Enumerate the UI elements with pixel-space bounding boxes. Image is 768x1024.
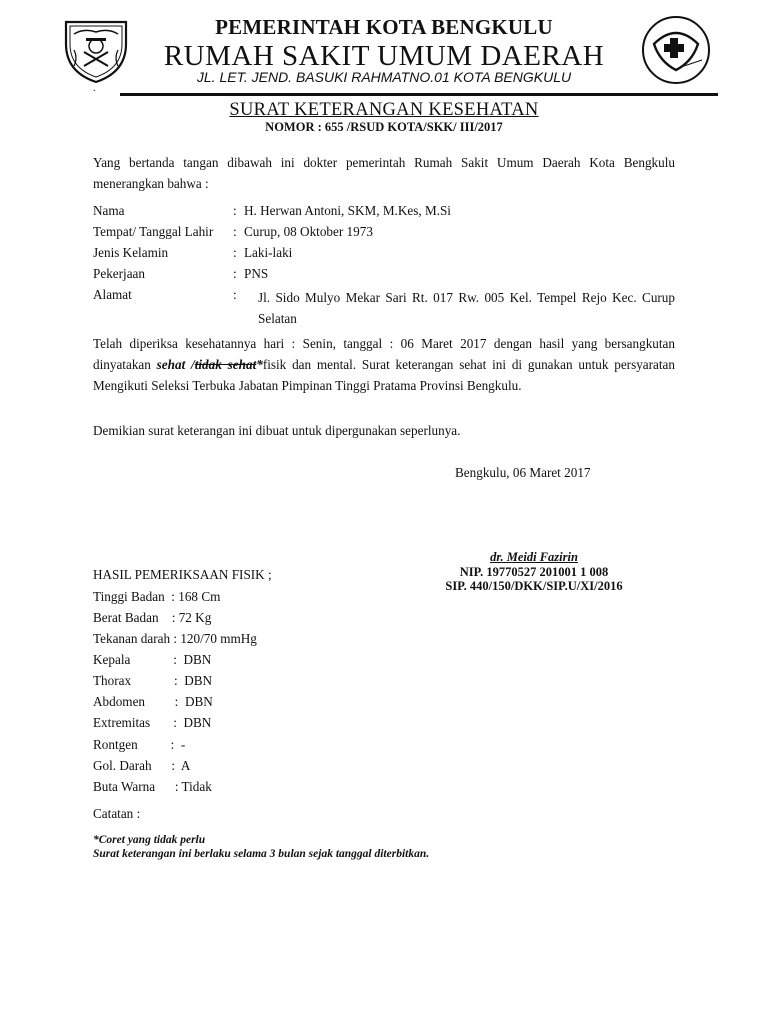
header-divider	[120, 93, 718, 96]
field-label: Jenis Kelamin	[93, 245, 169, 260]
physical-heading: HASIL PEMERIKSAAN FISIK ;	[93, 567, 272, 582]
physical-line: Extremitas : DBN	[93, 715, 212, 730]
doctor-name: dr. Meidi Fazirin	[490, 550, 578, 564]
physical-line: Buta Warna : Tidak	[93, 779, 212, 794]
catatan-label: Catatan :	[93, 806, 141, 821]
field-value: Laki-laki	[244, 245, 293, 260]
physical-line: Abdomen : DBN	[93, 694, 213, 709]
physical-line: Thorax : DBN	[93, 673, 213, 688]
header-government: PEMERINTAH KOTA BENGKULU	[215, 15, 553, 39]
field-label: Tempat/ Tanggal Lahir	[93, 224, 214, 239]
closing-paragraph: Demikian surat keterangan ini dibuat untuk dipergunakan seperlunya.	[93, 423, 461, 438]
field-value: H. Herwan Antoni, SKM, M.Kes, M.Si	[244, 203, 451, 218]
asterisk: *	[256, 357, 263, 372]
examination-paragraph	[93, 333, 675, 396]
physical-line: Tekanan darah : 120/70 mmHg	[93, 631, 257, 646]
document-number: NOMOR : 655 /RSUD KOTA/SKK/ III/2017	[265, 120, 503, 134]
field-alamat-value: Jl. Sido Mulyo Mekar Sari Rt. 017 Rw. 005 Kel. Tempel Rejo Kec. Curup Selatan	[258, 290, 675, 326]
document-title: SURAT KETERANGAN KESEHATAN	[229, 100, 539, 120]
field-label: Nama	[93, 203, 125, 218]
physical-line: Kepala : DBN	[93, 652, 212, 667]
footnote-coret: *Coret yang tidak perlu	[93, 834, 206, 846]
field-colon: :	[233, 287, 237, 302]
header-address: JL. LET. JEND. BASUKI RAHMATNO.01 KOTA BENGKULU	[196, 69, 572, 85]
footnote-validity: Surat keterangan ini berlaku selama 3 bulan sejak tanggal diterbitkan.	[93, 848, 430, 860]
exam-text-end: fisik dan mental. Surat keterangan sehat ini di gunakan untuk persyaratan Mengikuti Seleksi Terbuka Jabatan Pimpinan Tinggi Pratama Provinsi Bengkulu.	[93, 357, 676, 393]
field-colon: :	[233, 224, 237, 239]
field-value: Curup, 08 Oktober 1973	[244, 224, 373, 239]
field-label: Pekerjaan	[93, 266, 145, 281]
doctor-sip: SIP. 440/150/DKK/SIP.U/XI/2016	[445, 579, 623, 593]
field-label: Alamat	[93, 287, 132, 302]
exam-text-start: Telah diperiksa kesehatannya hari : Senin, tanggal : 06 Maret 2017 dengan hasil yang bersangkutan dinyatakan	[93, 336, 675, 372]
field-colon: :	[233, 245, 237, 260]
physical-line: Berat Badan : 72 Kg	[93, 610, 212, 625]
physical-line: Rontgen : -	[93, 737, 186, 752]
field-value: PNS	[244, 266, 269, 281]
tidak-sehat-text: tidak sehat	[194, 357, 257, 372]
sehat-text: sehat /	[156, 357, 195, 372]
doctor-nip: NIP. 19770527 201001 1 008	[459, 564, 609, 579]
physical-line: Gol. Darah : A	[93, 758, 191, 773]
field-colon: :	[233, 203, 237, 218]
intro-paragraph: Yang bertanda tangan dibawah ini dokter pemerintah Rumah Sakit Umum Daerah Kota Bengkulu menerangkan bahwa :	[93, 155, 675, 191]
signature-block	[389, 550, 679, 594]
physical-line: Tinggi Badan : 168 Cm	[93, 589, 221, 604]
field-colon: :	[233, 266, 237, 281]
header-dot: .	[93, 83, 96, 94]
place-date: Bengkulu, 06 Maret 2017	[455, 465, 591, 480]
header-hospital-name: RUMAH SAKIT UMUM DAERAH	[163, 40, 605, 72]
